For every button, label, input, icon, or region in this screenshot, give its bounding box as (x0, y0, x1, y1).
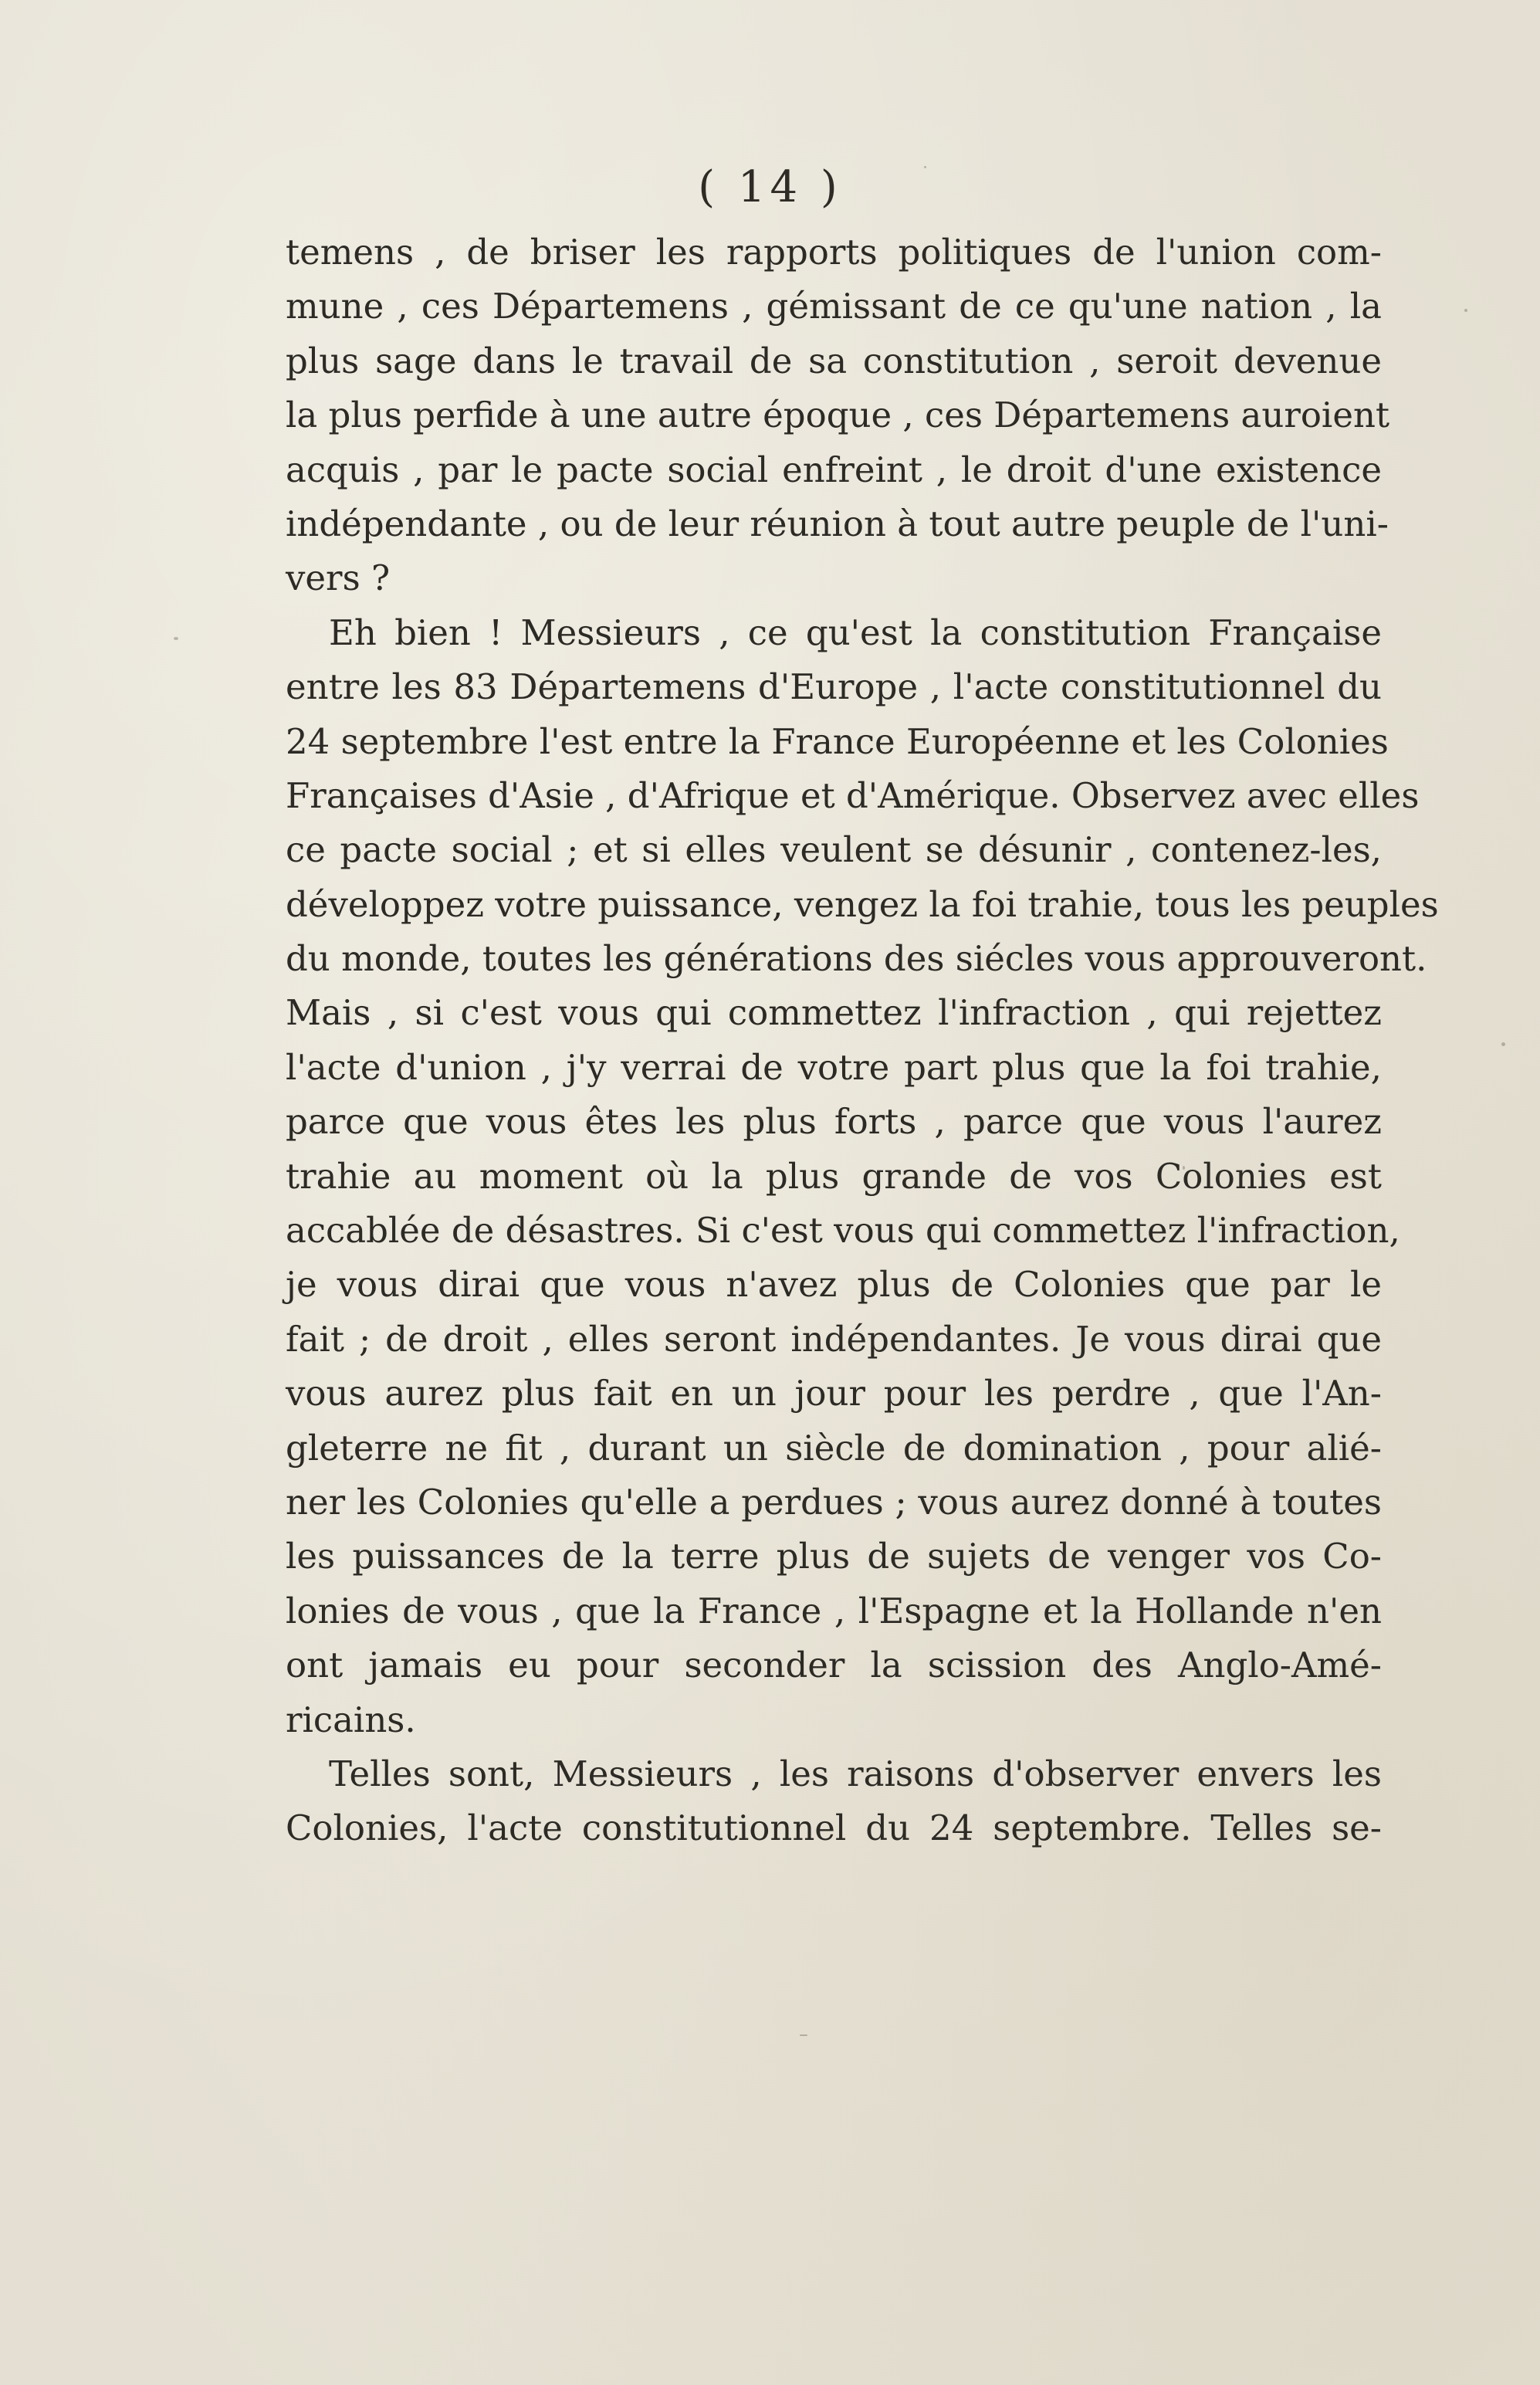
text-line: indépendante , ou de leur réunion à tout autre peuple de l'uni- (286, 503, 1389, 544)
text-line: Françaises d'Asie , d'Afrique et d'Amérique. Observez avec elles (286, 774, 1420, 816)
text-line: la plus perfide à une autre époque , ces Départemens auroient (286, 395, 1390, 436)
text-line: ont jamais eu pour seconder la scission des Anglo-Amé- (286, 1645, 1382, 1686)
text-line: temens , de briser les rapports politiques de l'union com- (286, 232, 1382, 273)
text-line: je vous dirai que vous n'avez plus de Colonies que par le (286, 1264, 1382, 1306)
text-line: l'acte d'union , j'y verrai de votre part plus que la foi trahie, (286, 1046, 1382, 1088)
text-line: du monde, toutes les générations des siécles vous approuveront. (286, 938, 1427, 980)
text-line: fait ; de droit , elles seront indépendantes. Je vous dirai que (286, 1318, 1382, 1360)
paper-speck (924, 166, 926, 168)
text-line: gleterre ne fit , durant un siècle de domination , pour alié- (286, 1427, 1382, 1469)
text-line: entre les 83 Départemens d'Europe , l'acte constitutionnel du (286, 666, 1382, 708)
body-text (286, 225, 1439, 1856)
text-line: les puissances de la terre plus de sujets de venger vos Co- (286, 1536, 1382, 1577)
text-line: développez votre puissance, vengez la foi trahie, tous les peuples (286, 883, 1439, 925)
text-line: 24 septembre l'est entre la France Européenne et les Colonies (286, 720, 1389, 762)
text-line: ricains. (286, 1699, 416, 1740)
text-line: Telles sont, Messieurs , les raisons d'observer envers les (329, 1753, 1382, 1794)
page-number: ( 14 ) (698, 162, 842, 212)
text-line: vous aurez plus fait en un jour pour les perdre , que l'An- (286, 1373, 1382, 1414)
text-line: acquis , par le pacte social enfreint , le droit d'une existence (286, 449, 1382, 490)
text-line: ner les Colonies qu'elle a perdues ; vous aurez donné à toutes (286, 1481, 1382, 1523)
text-line: Eh bien ! Messieurs , ce qu'est la constitution Française (329, 611, 1382, 653)
text-line: trahie au moment où la plus grande de vos Colonies est (286, 1155, 1382, 1197)
text-line: mune , ces Départemens , gémissant de ce qu'une nation , la (286, 286, 1382, 327)
text-line: vers ? (286, 557, 391, 599)
text-line: accablée de désastres. Si c'est vous qui commettez l'infraction, (286, 1210, 1400, 1252)
text-line: plus sage dans le travail de sa constitution , seroit devenue (286, 340, 1382, 381)
text-line: lonies de vous , que la France , l'Espagne et la Hollande n'en (286, 1590, 1382, 1631)
paper-speck (174, 637, 178, 640)
text-line: Colonies, l'acte constitutionnel du 24 septembre. Telles se- (286, 1807, 1382, 1849)
text-line: parce que vous êtes les plus forts , parce que vous l'aurez (286, 1101, 1382, 1143)
text-line: ce pacte social ; et si elles veulent se désunir , contenez-les, (286, 829, 1382, 871)
text-line: Mais , si c'est vous qui commettez l'infraction , qui rejettez (286, 992, 1382, 1034)
paper-speck (1501, 1042, 1505, 1046)
paper-speck (1464, 309, 1467, 312)
paper-speck (1183, 1166, 1185, 1170)
paper-speck (800, 2034, 807, 2036)
